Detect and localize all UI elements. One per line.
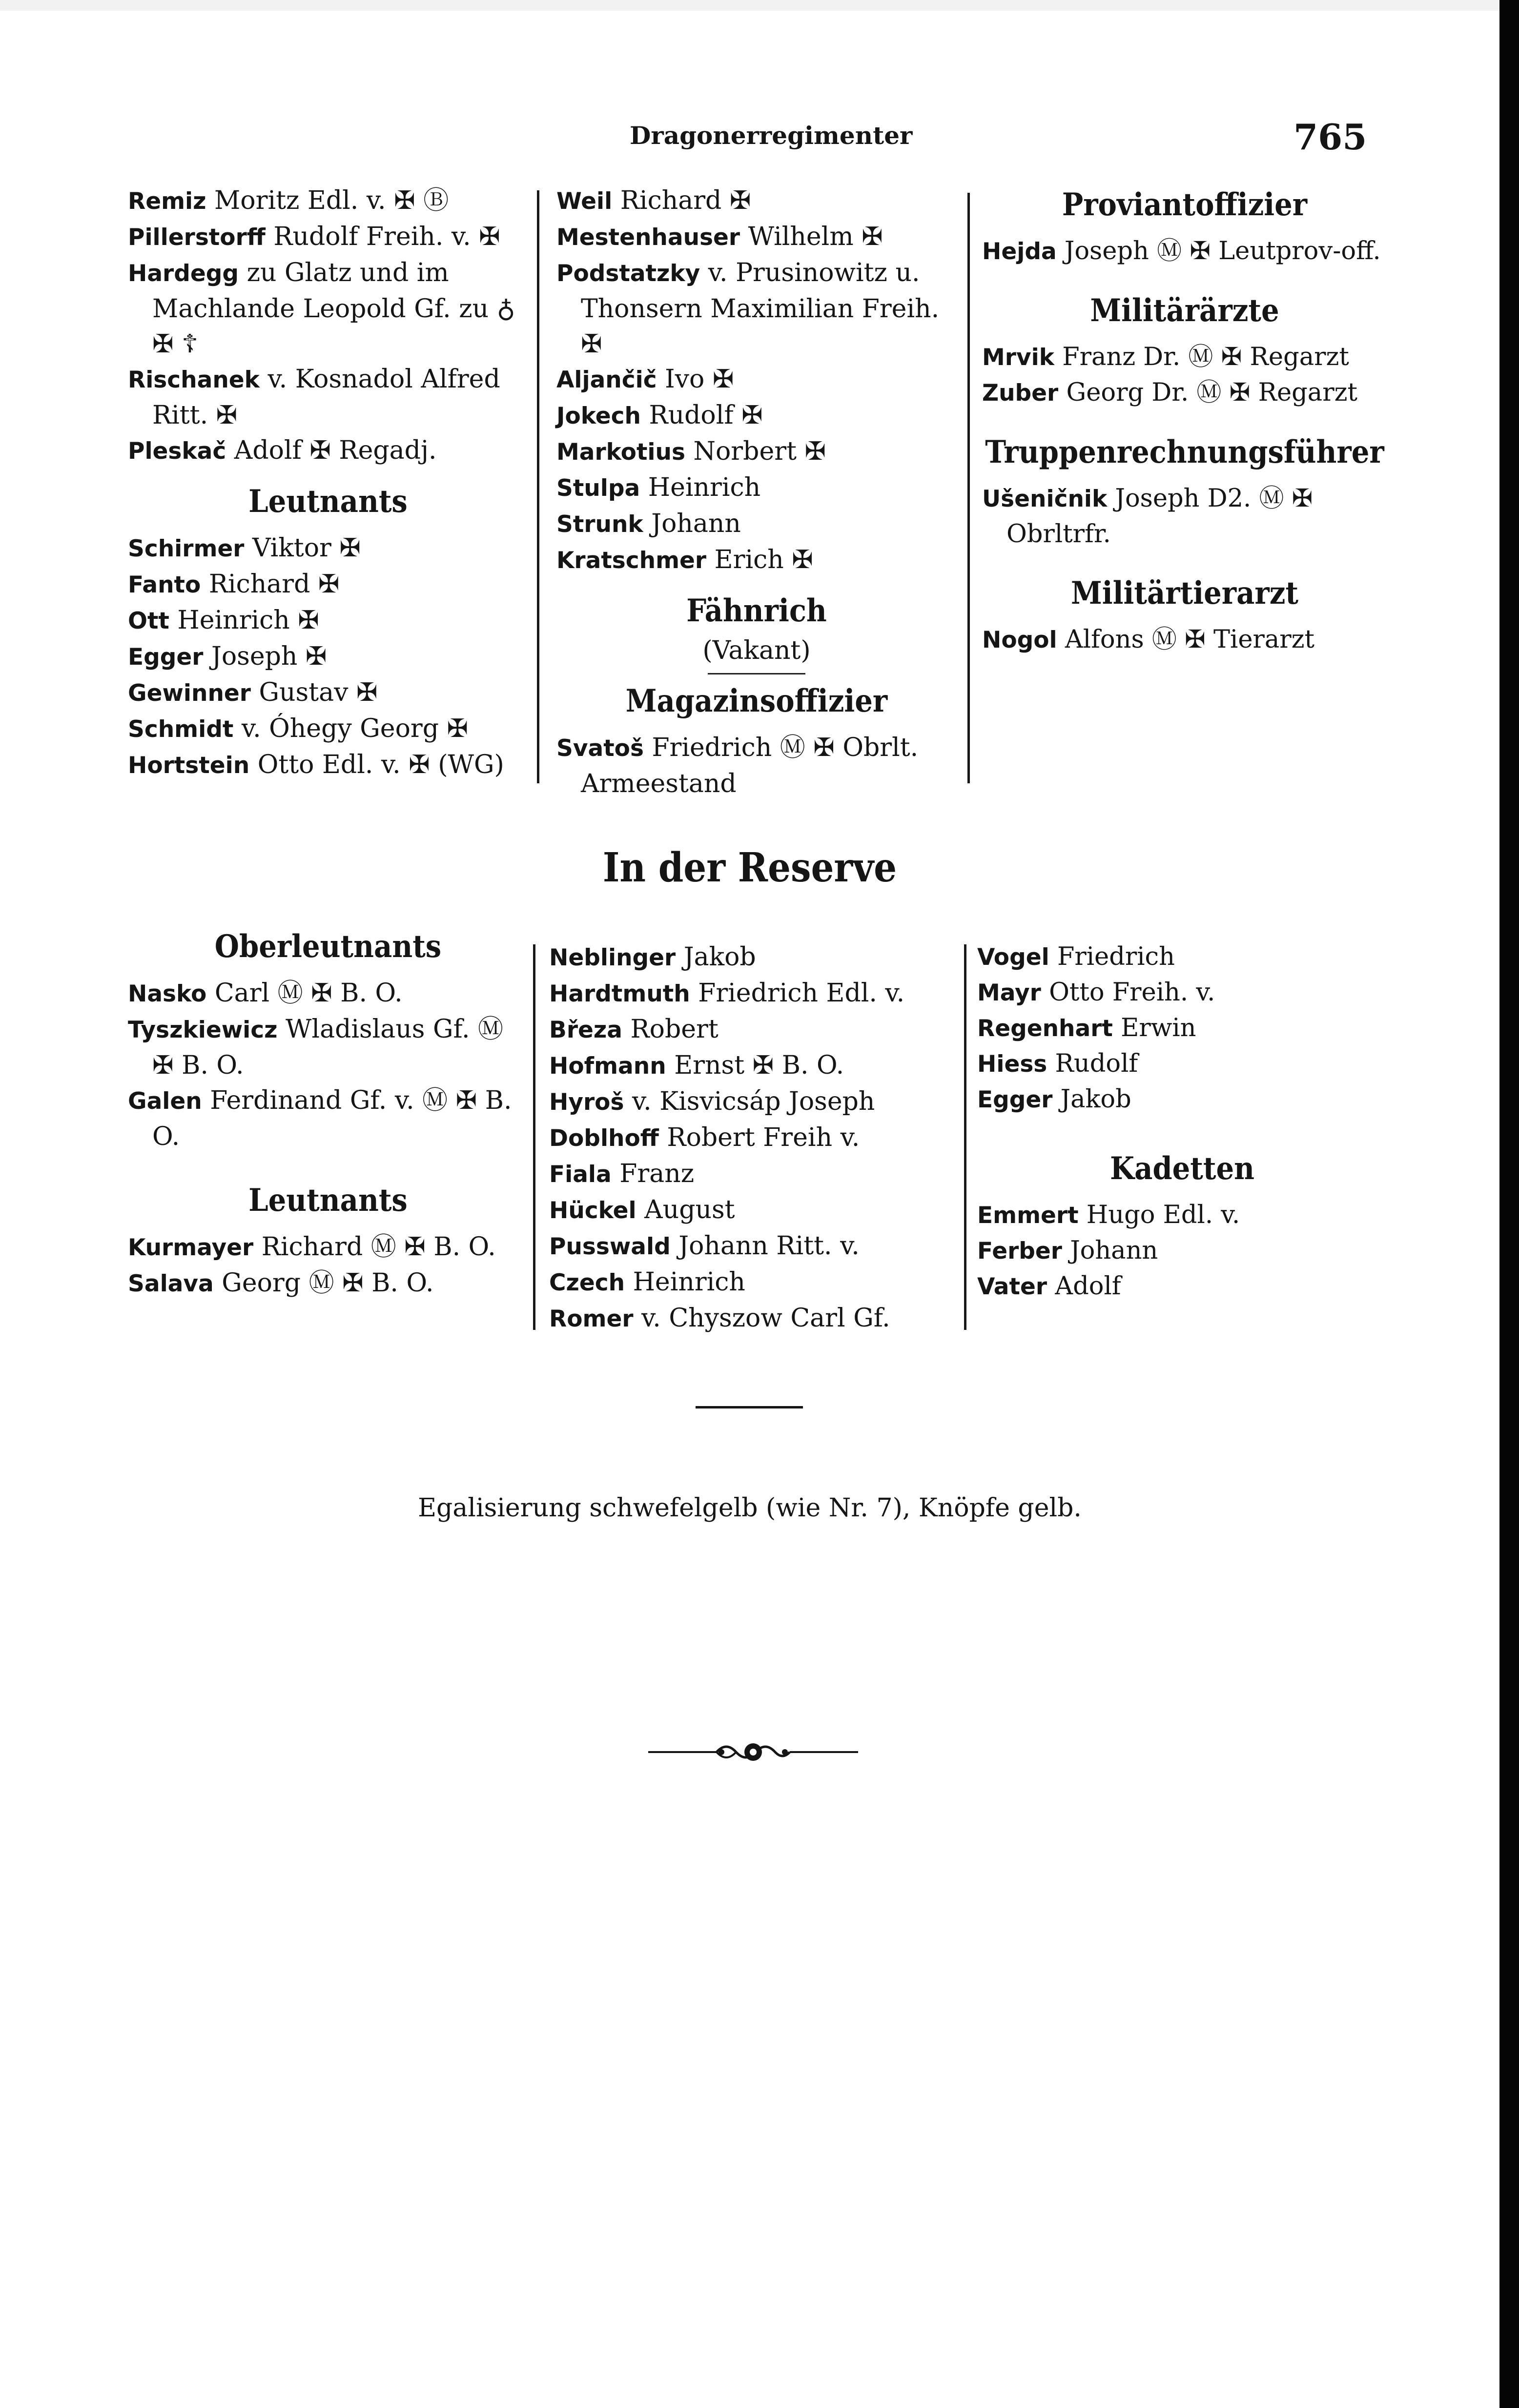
vakant-note: (Vakant) (702, 636, 811, 665)
list-item: Hyroš v. Kisvicsáp Joseph (549, 1087, 875, 1116)
reserve-column-3 (977, 939, 1387, 1305)
list-item: Ušeničnik Joseph D2. Ⓜ ✠ Obrltrfr. (982, 484, 1313, 549)
list-item: Vogel Friedrich (977, 942, 1175, 971)
list-item: Hofmann Ernst ✠ B. O. (549, 1051, 844, 1080)
list-item: Hiess Rudolf (977, 1049, 1138, 1078)
active-column-2 (556, 183, 957, 801)
list-item: Stulpa Heinrich (556, 473, 761, 502)
page-number: 765 (1293, 116, 1367, 158)
list-item: Markotius Norbert ✠ (556, 437, 826, 466)
list-item: Weil Richard ✠ (556, 186, 751, 215)
list-item: Salava Georg Ⓜ ✠ B. O. (128, 1268, 434, 1298)
list-item: Regenhart Erwin (977, 1014, 1196, 1042)
section-heading-militaraerzte: Militärärzte (1090, 292, 1279, 329)
section-heading-magazinsoffizier: Magazinsoffizier (625, 683, 888, 719)
list-item: Remiz Moritz Edl. v. ✠ Ⓑ (128, 186, 449, 215)
list-item: Emmert Hugo Edl. v. (977, 1201, 1240, 1229)
list-item: Hardtmuth Friedrich Edl. v. (549, 979, 905, 1008)
section-heading-militaertierarzt: Militärtierarzt (1071, 575, 1298, 612)
list-item: Svatoš Friedrich Ⓜ ✠ Obrlt. Armeestand (556, 733, 919, 798)
list-item: Ferber Johann (977, 1236, 1158, 1265)
list-item: Jokech Rudolf ✠ (556, 401, 763, 430)
ornament-icon (643, 1735, 863, 1769)
list-item: Podstatzky v. Prusinowitz u. Thonsern Maximilian Freih. ✠ (556, 258, 940, 359)
list-item: Kurmayer Richard Ⓜ ✠ B. O. (128, 1232, 496, 1262)
list-item: Hardegg zu Glatz und im Machlande Leopold Gf. zu ♁ ✠ ☦ (128, 258, 515, 359)
section-heading-leutnants: Leutnants (248, 483, 408, 520)
list-item: Kratschmer Erich ✠ (556, 545, 813, 574)
list-item: Gewinner Gustav ✠ (128, 678, 378, 707)
reserve-column-2 (549, 939, 954, 1337)
active-column-3 (982, 183, 1387, 658)
list-item: Březa Robert (549, 1015, 718, 1044)
list-item: Doblhoff Robert Freih v. (549, 1123, 860, 1152)
section-heading-fahnrich: Fähnrich (686, 592, 827, 629)
list-item: Rischanek v. Kosnadol Alfred Ritt. ✠ (128, 365, 500, 430)
list-item: Czech Heinrich (549, 1267, 745, 1297)
section-heading-proviantoffizier: Proviantoffizier (1062, 186, 1308, 223)
list-item: Ott Heinrich ✠ (128, 606, 319, 635)
page-header (0, 116, 1499, 158)
column-divider (967, 193, 970, 783)
list-item: Schmidt v. Óhegy Georg ✠ (128, 714, 469, 743)
list-item: Hejda Joseph Ⓜ ✠ Leutprov-off. (982, 237, 1381, 265)
list-item: Tyszkiewicz Wladislaus Gf. Ⓜ ✠ B. O. (128, 1015, 503, 1080)
section-heading-truppenrechnungsfuehrer: Truppenrechnungsführer (985, 434, 1384, 470)
scan-top-edge (0, 0, 1499, 11)
column-divider (537, 190, 539, 783)
list-item: Zuber Georg Dr. Ⓜ ✠ Regarzt (982, 378, 1357, 407)
list-item: Neblinger Jakob (549, 942, 756, 972)
scan-right-edge (1499, 0, 1519, 2408)
list-item: Egger Joseph ✠ (128, 642, 327, 671)
reserve-title: In der Reserve (602, 844, 897, 891)
list-item: Hückel August (549, 1195, 735, 1224)
list-item: Pillerstorff Rudolf Freih. v. ✠ (128, 222, 500, 251)
column-divider (964, 944, 966, 1330)
list-item: Aljančič Ivo ✠ (556, 365, 734, 394)
list-item: Pusswald Johann Ritt. v. (549, 1231, 860, 1261)
section-rule (696, 1406, 803, 1408)
active-column-1 (128, 183, 528, 783)
list-item: Fiala Franz (549, 1159, 695, 1188)
running-title: Dragonerregimenter (630, 121, 913, 150)
list-item: Schirmer Viktor ✠ (128, 533, 361, 563)
list-item: Strunk Johann (556, 509, 741, 538)
column-divider (533, 944, 535, 1330)
list-item: Pleskač Adolf ✠ Regadj. (128, 436, 437, 465)
section-heading-kadetten: Kadetten (1110, 1150, 1254, 1187)
short-rule (708, 673, 805, 674)
list-item: Vater Adolf (977, 1272, 1121, 1301)
list-item: Romer v. Chyszow Carl Gf. (549, 1304, 890, 1333)
footnote: Egalisierung schwefelgelb (wie Nr. 7), Knöpfe gelb. (418, 1493, 1082, 1523)
list-item: Hortstein Otto Edl. v. ✠ (WG) (128, 750, 504, 779)
section-heading-leutnants: Leutnants (248, 1182, 408, 1219)
section-heading-oberleutnants: Oberleutnants (214, 928, 442, 965)
list-item: Mestenhauser Wilhelm ✠ (556, 222, 883, 251)
list-item: Mrvik Franz Dr. Ⓜ ✠ Regarzt (982, 343, 1349, 371)
list-item: Mayr Otto Freih. v. (977, 978, 1215, 1007)
list-item: Fanto Richard ✠ (128, 570, 340, 599)
list-item: Nasko Carl Ⓜ ✠ B. O. (128, 979, 403, 1008)
reserve-column-1 (128, 925, 528, 1302)
list-item: Nogol Alfons Ⓜ ✠ Tierarzt (982, 625, 1315, 654)
list-item: Galen Ferdinand Gf. v. Ⓜ ✠ B. O. (128, 1086, 512, 1151)
list-item: Egger Jakob (977, 1085, 1131, 1114)
